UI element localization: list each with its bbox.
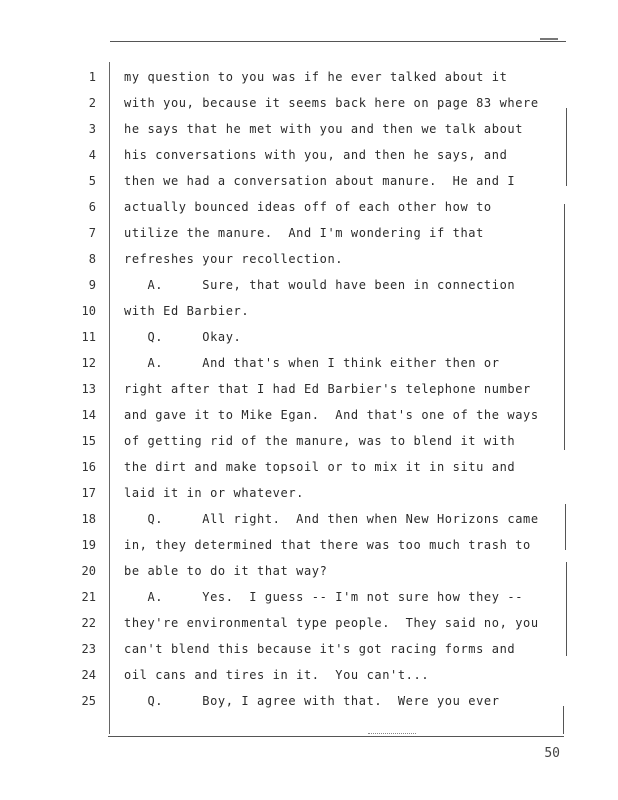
transcript-line	[0, 382, 618, 408]
line-number: 17	[81, 486, 96, 500]
line-text: Q. Boy, I agree with that. Were you ever	[124, 694, 500, 708]
line-text: they're environmental type people. They said no, you	[124, 616, 539, 630]
line-text: laid it in or whatever.	[124, 486, 304, 500]
line-number: 16	[81, 460, 96, 474]
line-number: 3	[88, 122, 96, 136]
line-text: oil cans and tires in it. You can't...	[124, 668, 430, 682]
line-text: Q. Okay.	[124, 330, 242, 344]
transcript-line	[0, 538, 618, 564]
line-text: and gave it to Mike Egan. And that's one of the ways	[124, 408, 539, 422]
line-number: 24	[81, 668, 96, 682]
line-text: refreshes your recollection.	[124, 252, 344, 266]
line-text: in, they determined that there was too much trash to	[124, 538, 531, 552]
line-number: 13	[81, 382, 96, 396]
transcript-line	[0, 668, 618, 694]
transcript-line	[0, 252, 618, 278]
line-number: 7	[88, 226, 96, 240]
transcript-line	[0, 174, 618, 200]
line-number: 15	[81, 434, 96, 448]
line-text: right after that I had Ed Barbier's telephone number	[124, 382, 531, 396]
line-text: of getting rid of the manure, was to blend it with	[124, 434, 516, 448]
transcript-line	[0, 460, 618, 486]
transcript-line	[0, 486, 618, 512]
line-number: 2	[88, 96, 96, 110]
line-text: utilize the manure. And I'm wondering if that	[124, 226, 484, 240]
line-number: 18	[81, 512, 96, 526]
line-number: 11	[81, 330, 96, 344]
bottom-margin-mark	[368, 733, 416, 736]
transcript-line	[0, 96, 618, 122]
line-text: actually bounced ideas off of each other how to	[124, 200, 492, 214]
transcript-line	[0, 356, 618, 382]
line-text: with you, because it seems back here on page 83 where	[124, 96, 539, 110]
line-number: 12	[81, 356, 96, 370]
page-number: 50	[544, 746, 560, 761]
line-number: 4	[88, 148, 96, 162]
line-text: A. Sure, that would have been in connection	[124, 278, 516, 292]
line-text: the dirt and make topsoil or to mix it in situ and	[124, 460, 516, 474]
transcript-line	[0, 616, 618, 642]
line-number: 5	[88, 174, 96, 188]
transcript-line	[0, 226, 618, 252]
line-text: A. Yes. I guess -- I'm not sure how they --	[124, 590, 524, 604]
transcript-line	[0, 434, 618, 460]
transcript-line	[0, 200, 618, 226]
transcript-line	[0, 304, 618, 330]
line-number: 8	[88, 252, 96, 266]
transcript-line	[0, 694, 618, 720]
transcript-line	[0, 122, 618, 148]
line-text: be able to do it that way?	[124, 564, 328, 578]
line-text: A. And that's when I think either then or	[124, 356, 500, 370]
line-number: 19	[81, 538, 96, 552]
line-number: 25	[81, 694, 96, 708]
line-number: 20	[81, 564, 96, 578]
transcript-line	[0, 408, 618, 434]
transcript-line	[0, 148, 618, 174]
line-text: my question to you was if he ever talked about it	[124, 70, 508, 84]
line-number: 6	[88, 200, 96, 214]
line-text: his conversations with you, and then he says, and	[124, 148, 508, 162]
line-number: 9	[88, 278, 96, 292]
transcript-line	[0, 564, 618, 590]
transcript-line	[0, 278, 618, 304]
transcript-line	[0, 512, 618, 538]
line-text: Q. All right. And then when New Horizons came	[124, 512, 539, 526]
transcript-line	[0, 590, 618, 616]
bottom-rule	[108, 736, 564, 737]
line-number: 21	[81, 590, 96, 604]
line-number: 1	[88, 70, 96, 84]
transcript-line	[0, 70, 618, 96]
line-text: can't blend this because it's got racing forms and	[124, 642, 516, 656]
line-text: then we had a conversation about manure. He and I	[124, 174, 516, 188]
line-number: 22	[81, 616, 96, 630]
transcript-line	[0, 330, 618, 356]
line-text: he says that he met with you and then we talk about	[124, 122, 524, 136]
line-number: 23	[81, 642, 96, 656]
line-text: with Ed Barbier.	[124, 304, 250, 318]
transcript-line	[0, 642, 618, 668]
line-number: 10	[81, 304, 96, 318]
line-number: 14	[81, 408, 96, 422]
